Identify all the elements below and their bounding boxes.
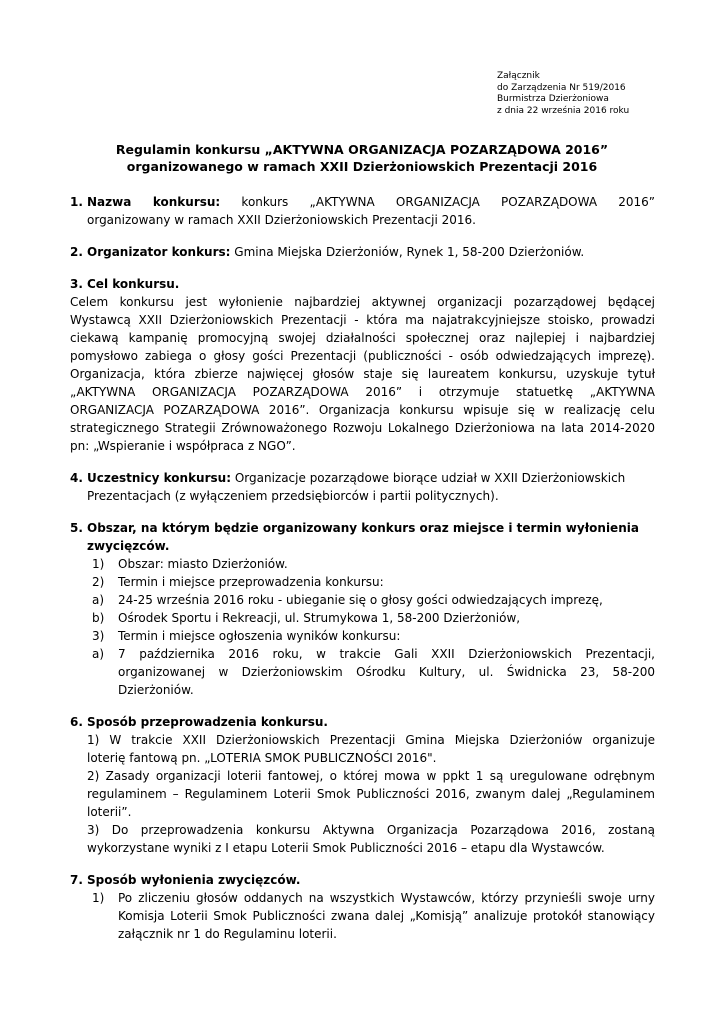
- paragraph-line: regulaminem – Regulaminem Loterii Smok Publiczności 2016, zwanym dalej „Regulaminem: [87, 787, 655, 801]
- paragraph-line: loterię fantową pn. „LOTERIA SMOK PUBLICZNOŚCI 2016".: [87, 751, 437, 765]
- section-text: organizowany w ramach XXII Dzierżoniowskich Prezentacji 2016.: [87, 213, 476, 227]
- section-heading: Nazwa konkursu:: [87, 195, 221, 209]
- list-marker: 2): [92, 575, 105, 589]
- annex-line: do Zarządzenia Nr 519/2016: [497, 82, 626, 93]
- list-item: [70, 645, 655, 699]
- paragraph-line: loterii”.: [87, 805, 132, 819]
- title-line: Regulamin konkursu „AKTYWNA ORGANIZACJA POZARZĄDOWA 2016”: [115, 142, 609, 157]
- paragraph-line: pn: „Wspieranie i współpraca z NGO”.: [70, 439, 296, 453]
- section-heading: Sposób przeprowadzenia konkursu.: [87, 715, 328, 729]
- section-number: 1.: [70, 195, 83, 209]
- list-item: [70, 889, 655, 943]
- list-item: [70, 609, 655, 627]
- section-6: [70, 713, 655, 857]
- list-text: Termin i miejsce przeprowadzenia konkursu:: [118, 575, 384, 589]
- list-text: załącznik nr 1 do Regulaminu loterii.: [118, 927, 337, 941]
- paragraph-line: Wystawcą XXII Dzierżoniowskich Prezentacji - która ma najatrakcyjniejsze stoisko, prowadzi: [70, 313, 655, 327]
- annex-header: [497, 71, 629, 117]
- paragraph-line: 1) W trakcie XXII Dzierżoniowskich Prezentacji Gmina Miejska Dzierżoniów organizuje: [87, 733, 655, 747]
- section-heading: Cel konkursu.: [87, 277, 180, 291]
- annex-line: z dnia 22 września 2016 roku: [497, 105, 630, 116]
- annex-line: Załącznik: [497, 71, 540, 81]
- section-1-line: [70, 193, 655, 211]
- paragraph-line: wykorzystane wyniki z I etapu Loterii Smok Publiczności 2016 – etapu dla Wystawców.: [87, 841, 605, 855]
- paragraph-line: ORGANIZACJA POZARZĄDOWA 2016”. Organizacja konkursu wpisuje się w realizację celu: [70, 403, 655, 417]
- section-number: 5.: [70, 521, 83, 535]
- list-marker: a): [92, 593, 105, 607]
- section-heading: Obszar, na którym będzie organizowany konkurs oraz miejsce i termin wyłonienia: [87, 521, 639, 535]
- paragraph-line: 3) Do przeprowadzenia konkursu Aktywna Organizacja Pozarządowa 2016, zostaną: [87, 823, 655, 837]
- section-heading: Uczestnicy konkursu:: [87, 471, 231, 485]
- document-body: [70, 193, 655, 943]
- list-marker: a): [92, 647, 105, 661]
- section-3: [70, 275, 655, 455]
- paragraph-line: Organizacja, która zbierze najwięcej głosów staje się laureatem konkursu, uzyskuje tytuł: [70, 367, 655, 381]
- list-item: [70, 555, 655, 573]
- paragraph-line: pomysłowo zabiega o głosy gości Prezentacji (publiczności - osób odwiedzających imprezę).: [70, 349, 655, 363]
- paragraph-line: ciekawą kampanię promocyjną swojej działalności społecznej oraz najlepiej i najbardziej: [70, 331, 655, 345]
- list-marker: 1): [92, 557, 105, 571]
- section-1: [70, 193, 655, 229]
- section-2: [70, 243, 655, 261]
- list-text: Dzierżoniów.: [118, 683, 194, 697]
- list-text: Obszar: miasto Dzierżoniów.: [118, 557, 288, 571]
- list-item: [70, 591, 655, 609]
- section-4: [70, 469, 655, 505]
- list-text: Komisja Loterii Smok Publiczności zwana dalej „Komisją” analizuje protokół stanowiący: [118, 909, 655, 923]
- list-text: Termin i miejsce ogłoszenia wyników konkursu:: [118, 629, 401, 643]
- paragraph-line: „AKTYWNA ORGANIZACJA POZARZĄDOWA 2016” i otrzymuje statuetkę „AKTYWNA: [70, 385, 655, 399]
- section-heading: zwycięzców.: [87, 539, 170, 553]
- section-number: 6.: [70, 715, 83, 729]
- list-text: Ośrodek Sportu i Rekreacji, ul. Strumykowa 1, 58-200 Dzierżoniów,: [118, 611, 521, 625]
- section-7: [70, 871, 655, 943]
- list-marker: 3): [92, 629, 105, 643]
- section-number: 2.: [70, 245, 83, 259]
- section-number: 4.: [70, 471, 83, 485]
- section-5: [70, 519, 655, 699]
- section-heading: Sposób wyłonienia zwycięzców.: [87, 873, 301, 887]
- annex-line: Burmistrza Dzierżoniowa: [497, 94, 609, 104]
- section-number: 3.: [70, 277, 83, 291]
- section-text: konkurs „AKTYWNA ORGANIZACJA POZARZĄDOWA 2016”: [241, 195, 655, 209]
- list-marker: b): [92, 611, 105, 625]
- list-item: [70, 627, 655, 645]
- section-heading: Organizator konkurs:: [87, 245, 231, 259]
- list-text: 24-25 września 2016 roku - ubieganie się o głosy gości odwiedzających imprezę,: [118, 593, 603, 607]
- list-marker: 1): [92, 891, 105, 905]
- list-text: Po zliczeniu głosów oddanych na wszystkich Wystawców, którzy przynieśli swoje urny: [118, 891, 655, 905]
- section-text: Gmina Miejska Dzierżoniów, Rynek 1, 58-200 Dzierżoniów.: [234, 245, 585, 259]
- list-item: [70, 573, 655, 591]
- list-text: 7 października 2016 roku, w trakcie Gali XXII Dzierżoniowskich Prezentacji,: [118, 647, 655, 661]
- section-number: 7.: [70, 873, 83, 887]
- document-title: [60, 142, 664, 175]
- paragraph-line: Celem konkursu jest wyłonienie najbardziej aktywnej organizacji pozarządowej będącej: [70, 295, 655, 309]
- section-text: Prezentacjach (z wyłączeniem przedsiębiorców i partii politycznych).: [87, 489, 499, 503]
- paragraph-line: 2) Zasady organizacji loterii fantowej, o której mowa w ppkt 1 są uregulowane odrębnym: [87, 769, 655, 783]
- paragraph-line: strategicznego Strategii Zrównoważonego Rozwoju Lokalnego Dzierżoniowa na lata 2014-2020: [70, 421, 655, 435]
- list-text: organizowanej w Dzierżoniowskim Ośrodku Kultury, ul. Świdnicka 23, 58-200: [118, 665, 655, 679]
- section-text: Organizacje pozarządowe biorące udział w XXII Dzierżoniowskich: [234, 471, 626, 485]
- title-line: organizowanego w ramach XXII Dzierżoniowskich Prezentacji 2016: [126, 158, 598, 174]
